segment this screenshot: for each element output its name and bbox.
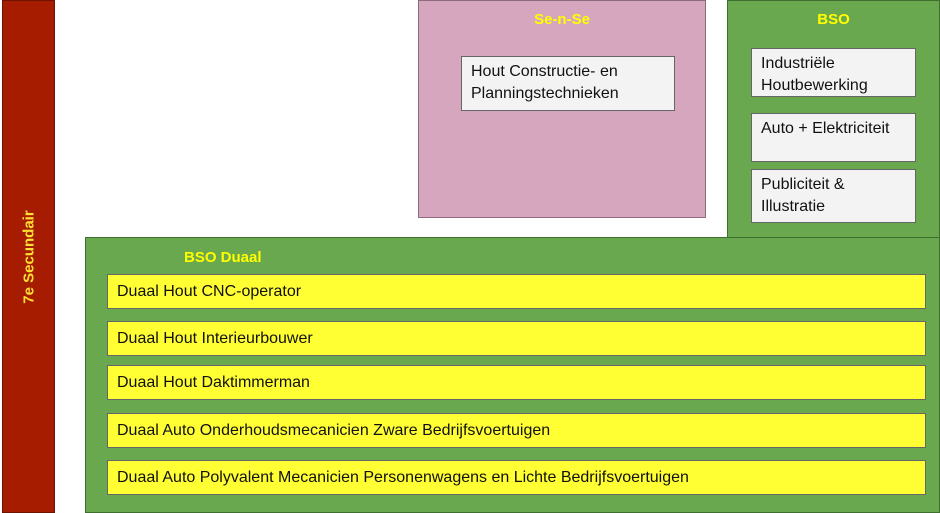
secundair-bar [2, 0, 55, 513]
bso-item-industriele-houtbewerking: Industriële Houtbewerking [751, 48, 916, 97]
sense-title: Se-n-Se [534, 11, 590, 28]
bso-title: BSO [817, 11, 850, 28]
bso-item-auto-elektriciteit: Auto + Elektriciteit [751, 113, 916, 162]
sense-panel [418, 0, 706, 218]
bso-duaal-panel [85, 237, 940, 513]
duaal-item-polyvalent-mecanicien: Duaal Auto Polyvalent Mecanicien Personenwagens en Lichte Bedrijfsvoertuigen [107, 460, 926, 495]
bso-item-publiciteit-illustratie: Publiciteit & Illustratie [751, 169, 916, 223]
secundair-label: 7e Secundair [20, 209, 37, 304]
duaal-item-cnc-operator: Duaal Hout CNC-operator [107, 274, 926, 309]
duaal-item-interieurbouwer: Duaal Hout Interieurbouwer [107, 321, 926, 356]
sense-item-hout-constructie: Hout Constructie- en Planningstechnieken [461, 56, 675, 111]
bso-duaal-title: BSO Duaal [184, 249, 262, 266]
duaal-item-onderhoudsmecanicien: Duaal Auto Onderhoudsmecanicien Zware Bedrijfsvoertuigen [107, 413, 926, 448]
duaal-item-daktimmerman: Duaal Hout Daktimmerman [107, 365, 926, 400]
bso-panel [727, 0, 940, 238]
